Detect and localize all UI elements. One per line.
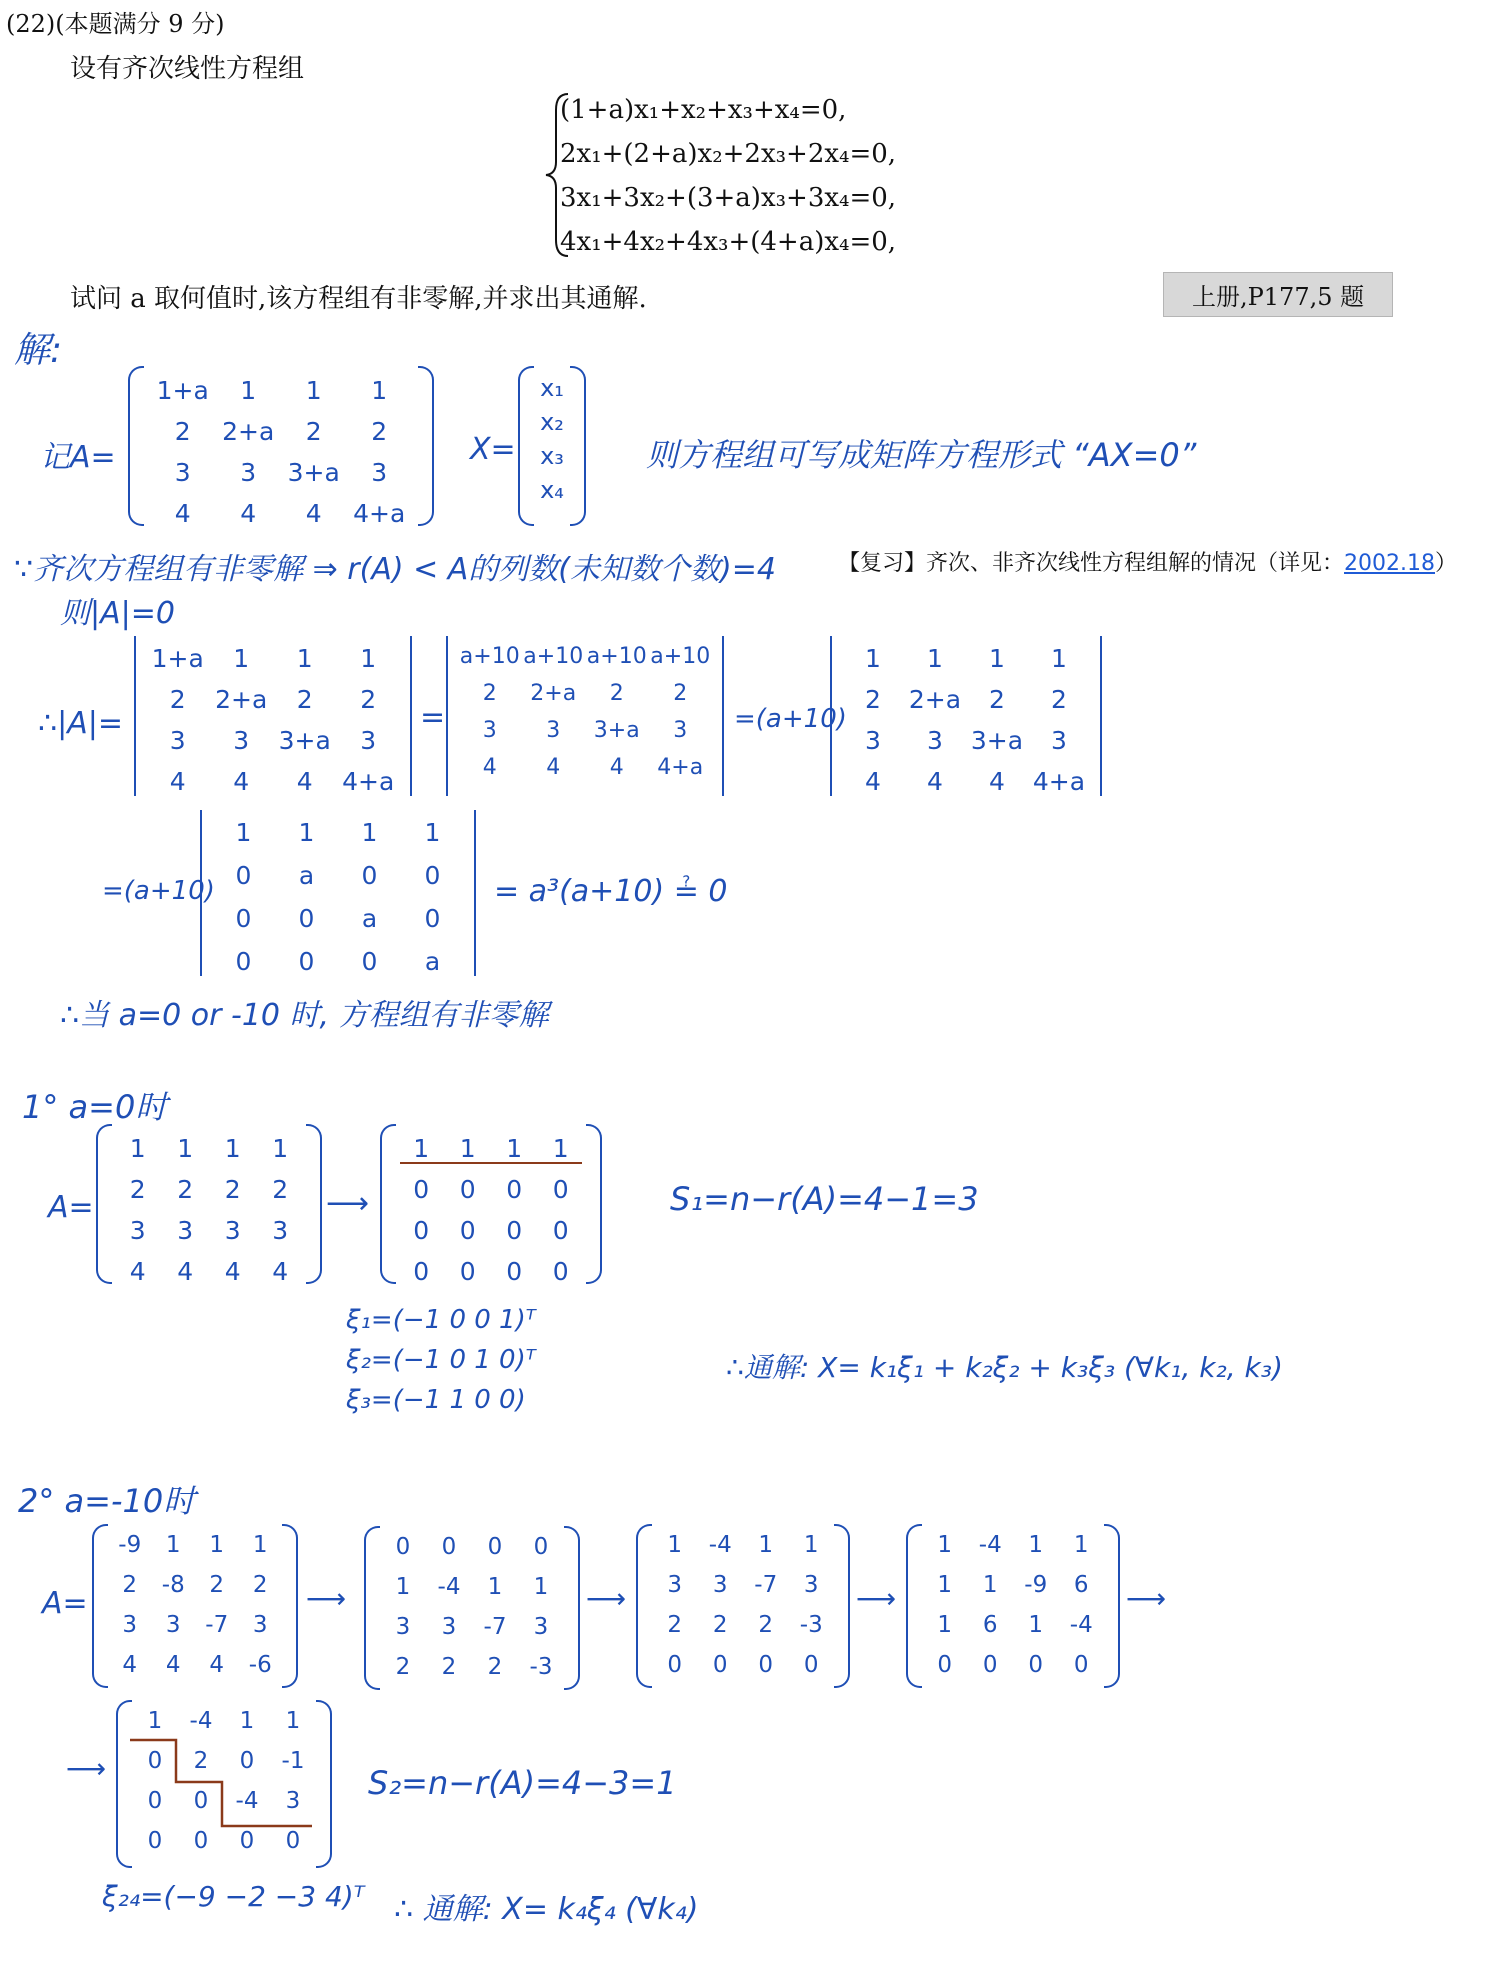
determinant-4-cell: 0 [235, 947, 252, 976]
determinant-3-cell: 1 [927, 644, 943, 673]
determinant-2-cell: 4 [482, 755, 497, 780]
case1-A-cell: 4 [177, 1257, 194, 1286]
determinant-4-cell: 0 [361, 861, 378, 890]
determinant-2-cell: 4 [546, 755, 561, 780]
case1-A-cell: 3 [129, 1216, 146, 1245]
case1-R-cell: 0 [459, 1257, 476, 1286]
case2-M3-cell: 1 [1028, 1612, 1044, 1638]
reference-badge: 上册,P177,5 题 [1163, 272, 1393, 317]
case2-M1-cell: 2 [487, 1654, 503, 1680]
determinant-3-cell: 2 [1051, 685, 1067, 714]
determinant-3-cell: 1 [1051, 644, 1067, 673]
case1-xi-3: ξ₃=(−1 1 0 0) [346, 1385, 526, 1415]
case1-echelon-line [400, 1162, 582, 1164]
determinant-2-cell: 3 [482, 718, 497, 743]
determinant-3-cell: 3 [927, 726, 943, 755]
case1-A-cell: 1 [129, 1134, 146, 1163]
case2-M3-cell: 1 [1028, 1532, 1044, 1558]
case2-M3-cell: 6 [982, 1612, 998, 1638]
case2-M2-cell: 3 [667, 1572, 683, 1598]
case2-A-cell: 3 [165, 1612, 181, 1638]
case2-M4-cell: 2 [193, 1748, 209, 1774]
solution-label: 解: [14, 330, 63, 371]
determinant-3-cell: 4 [865, 767, 881, 796]
determinant-2-cell: a+10 [586, 644, 647, 669]
case2-M3-cell: -4 [1069, 1612, 1093, 1638]
determinant-1-cell: 2+a [215, 685, 268, 714]
matrix-A-cell: 1 [371, 376, 388, 405]
case2-A-cell: 2 [209, 1572, 225, 1598]
case1-A-cell: 4 [129, 1257, 146, 1286]
case2-M4-cell: 1 [147, 1708, 163, 1734]
determinant-2-cell: 2 [609, 681, 624, 706]
case1-R-cell: 0 [413, 1175, 430, 1204]
problem-question: 试问 a 取何值时,该方程组有非零解,并求出其通解. [70, 284, 647, 314]
determinant-4-cell: a [298, 861, 315, 890]
case1-R-cell: 1 [552, 1134, 569, 1163]
determinant-2 [442, 636, 728, 796]
vector-X-label: X= [470, 432, 516, 467]
case2-M2-cell: -4 [708, 1532, 732, 1558]
case2-M3-cell: 0 [1028, 1652, 1044, 1678]
case2-M4-cell: 1 [239, 1708, 255, 1734]
case1-R-cell: 0 [552, 1257, 569, 1286]
vector-X-cell: x₁ [540, 374, 564, 402]
determinant-4-cell: a [361, 904, 378, 933]
matrix-A-cell: 1 [240, 376, 257, 405]
determinant-2-cell: a+10 [650, 644, 711, 669]
case2-M2-cell: 1 [667, 1532, 683, 1558]
case2-M4-cell: 0 [193, 1828, 209, 1854]
case2-M3-cell: 1 [937, 1612, 953, 1638]
case1-R-cell: 1 [413, 1134, 430, 1163]
determinant-2-cell: 4 [609, 755, 624, 780]
case2-M4-cell: -4 [189, 1708, 213, 1734]
case1-R-cell: 0 [413, 1216, 430, 1245]
determinant-3-cell: 2 [865, 685, 881, 714]
review-note [838, 546, 1457, 577]
problem-header: (22)(本题满分 9 分) [6, 10, 225, 38]
case1-general-solution: ∴通解: X= k₁ξ₁ + k₂ξ₂ + k₃ξ₃ (∀k₁, k₂, k₃) [726, 1351, 1283, 1384]
matrix-A-cell: 1+a [156, 376, 209, 405]
case2-matrix-step2 [636, 1524, 850, 1688]
determinant-1-cell: 2 [360, 685, 377, 714]
case2-M3-cell: 0 [982, 1652, 998, 1678]
case1-R-cell: 0 [459, 1175, 476, 1204]
case2-arrow-3: ⟶ [856, 1582, 897, 1615]
condition-line: ∵齐次方程组有非零解 ⇒ r(A) < A的列数(未知数个数)=4 [14, 552, 776, 587]
case2-M1-cell: 1 [395, 1574, 411, 1600]
matrix-A-cell: 3 [240, 458, 257, 487]
determinant-4-cell: 0 [361, 947, 378, 976]
determinant-1-cell: 4 [169, 767, 186, 796]
case2-M2-cell: 3 [803, 1572, 819, 1598]
case1-A-cell: 4 [224, 1257, 241, 1286]
determinant-3-cell: 1 [865, 644, 881, 673]
matrix-A-cell: 4 [240, 499, 257, 528]
review-suffix: ） [1435, 551, 1458, 576]
determinant-1-cell: 3+a [278, 726, 331, 755]
determinant-3-cell: 2+a [908, 685, 962, 714]
case2-A-cell: -8 [161, 1572, 185, 1598]
determinant-2-cell: 4+a [657, 755, 704, 780]
det-label: ∴|A|= [38, 706, 123, 741]
matrix-A-cell: 1 [305, 376, 322, 405]
case2-M4-cell: 1 [285, 1708, 301, 1734]
determinant-2-cell: 3 [546, 718, 561, 743]
case2-A-cell: 2 [252, 1572, 268, 1598]
determinant-3-cell: 3+a [970, 726, 1024, 755]
case2-M1-cell: -3 [529, 1654, 553, 1680]
determinant-1 [130, 636, 416, 796]
case2-M3-cell: 0 [1073, 1652, 1089, 1678]
equation-system [560, 88, 896, 264]
case2-A-cell: -6 [248, 1652, 272, 1678]
matrix-A-cell: 3 [371, 458, 388, 487]
review-link[interactable]: 2002.18 [1344, 551, 1435, 576]
case2-M4-cell: 0 [147, 1828, 163, 1854]
determinant-2-cell: a+10 [523, 644, 584, 669]
determinant-3-cell: 4 [989, 767, 1005, 796]
case1-A-cell: 1 [224, 1134, 241, 1163]
equation-3: 3x₁+3x₂+(3+a)x₃+3x₄=0, [560, 183, 897, 213]
case1-A-cell: 3 [224, 1216, 241, 1245]
case1-A-cell: 3 [272, 1216, 289, 1245]
det-result: = a³(a+10) ≟ 0 [494, 874, 728, 909]
case2-arrow-5: ⟶ [66, 1752, 107, 1785]
case2-M1-cell: 3 [441, 1614, 457, 1640]
matrix-A-cell: 2 [174, 417, 191, 446]
determinant-1-cell: 4 [233, 767, 250, 796]
case2-A-cell: 2 [122, 1572, 138, 1598]
vector-X-cell: x₄ [540, 476, 564, 504]
case2-M3-cell: -4 [978, 1532, 1002, 1558]
case2-title: 2° a=-10时 [18, 1482, 196, 1520]
matrix-A-label: 记A= [40, 440, 116, 475]
case2-M4-cell: 0 [239, 1748, 255, 1774]
case2-s: S₂=n−r(A)=4−3=1 [368, 1764, 677, 1802]
case2-M1-cell: 0 [441, 1534, 457, 1560]
case2-M2-cell: 0 [758, 1652, 774, 1678]
case1-R-cell: 0 [506, 1257, 523, 1286]
case2-A-cell: -9 [118, 1532, 142, 1558]
case2-M1-cell: 0 [395, 1534, 411, 1560]
case2-M4-cell: 0 [239, 1828, 255, 1854]
case2-M1-cell: 2 [395, 1654, 411, 1680]
case2-M1-cell: -4 [437, 1574, 461, 1600]
case2-A-cell: -7 [205, 1612, 229, 1638]
determinant-2-cell: 2 [673, 681, 688, 706]
determinant-1-cell: 4+a [342, 767, 395, 796]
case2-xi: ξ₂₄=(−9 −2 −3 4)ᵀ [102, 1880, 365, 1913]
determinant-2-cell: 3+a [593, 718, 640, 743]
case2-M1-cell: 2 [441, 1654, 457, 1680]
case2-A-cell: 3 [122, 1612, 138, 1638]
case2-M3-cell: 6 [1073, 1572, 1089, 1598]
case2-matrix-step1 [364, 1526, 580, 1690]
case1-xi-1: ξ₁=(−1 0 0 1)ᵀ [346, 1305, 536, 1335]
vector-X-cell: x₃ [540, 442, 564, 470]
matrix-form-note: 则方程组可写成矩阵方程形式 “AX=0” [646, 436, 1197, 474]
matrix-A-cell: 4+a [353, 499, 406, 528]
case1-A-cell: 2 [272, 1175, 289, 1204]
case2-M4-cell: -1 [281, 1748, 305, 1774]
matrix-A-cell: 2+a [222, 417, 275, 446]
case2-M2-cell: 0 [803, 1652, 819, 1678]
equation-1: (1+a)x₁+x₂+x₃+x₄=0, [560, 95, 847, 125]
case2-A-cell: 1 [209, 1532, 225, 1558]
case1-A-cell: 2 [177, 1175, 194, 1204]
matrix-A-cell: 3 [174, 458, 191, 487]
vector-X-cell: x₂ [540, 408, 564, 436]
case2-A-cell: 3 [252, 1612, 268, 1638]
case1-title: 1° a=0时 [22, 1088, 168, 1126]
vector-X [518, 366, 586, 526]
case2-M4-cell: 0 [147, 1748, 163, 1774]
determinant-1-cell: 1 [360, 644, 377, 673]
det-zero-note: 则|A|=0 [60, 596, 175, 631]
case2-M4-cell: -4 [235, 1788, 259, 1814]
determinant-4 [196, 810, 480, 976]
matrix-A-cell: 4 [305, 499, 322, 528]
determinant-1-cell: 3 [360, 726, 377, 755]
matrix-A-cell: 2 [371, 417, 388, 446]
factor-1: =(a+10) [734, 704, 847, 734]
determinant-1-cell: 1+a [151, 644, 204, 673]
determinant-4-cell: 1 [298, 818, 315, 847]
case2-A-cell: 1 [165, 1532, 181, 1558]
case2-M3-cell: 1 [937, 1572, 953, 1598]
case2-M2-cell: 0 [712, 1652, 728, 1678]
case2-M3-cell: 1 [982, 1572, 998, 1598]
case2-A-cell: 1 [252, 1532, 268, 1558]
case2-M1-cell: 1 [533, 1574, 549, 1600]
case2-M1-cell: -7 [483, 1614, 507, 1640]
case2-M2-cell: 1 [803, 1532, 819, 1558]
matrix-A-cell: 2 [305, 417, 322, 446]
case2-M1-cell: 0 [487, 1534, 503, 1560]
case2-matrix-A [92, 1524, 298, 1688]
case1-A-cell: 2 [224, 1175, 241, 1204]
case2-arrow-4: ⟶ [1126, 1582, 1167, 1615]
case2-M2-cell: -7 [754, 1572, 778, 1598]
determinant-4-cell: 0 [235, 861, 252, 890]
case1-s: S₁=n−r(A)=4−1=3 [670, 1180, 979, 1218]
case2-M4-cell: 0 [285, 1828, 301, 1854]
case2-general-solution: ∴ 通解: X= k₄ξ₄ (∀k₄) [394, 1892, 699, 1927]
equation-2: 2x₁+(2+a)x₂+2x₃+2x₄=0, [560, 139, 897, 169]
case2-A-cell: 4 [209, 1652, 225, 1678]
case2-M2-cell: 1 [758, 1532, 774, 1558]
matrix-A-cell: 4 [174, 499, 191, 528]
case1-A-cell: 3 [177, 1216, 194, 1245]
case1-matrix-reduced [380, 1124, 602, 1284]
case1-R-cell: 0 [552, 1216, 569, 1245]
case2-M4-cell: 0 [193, 1788, 209, 1814]
determinant-4-cell: 0 [235, 904, 252, 933]
determinant-4-cell: 1 [361, 818, 378, 847]
case1-xi-2: ξ₂=(−1 0 1 0)ᵀ [346, 1345, 536, 1375]
determinant-1-cell: 2 [296, 685, 313, 714]
determinant-3-cell: 3 [1051, 726, 1067, 755]
determinant-2-cell: a+10 [459, 644, 520, 669]
determinant-1-cell: 3 [233, 726, 250, 755]
determinant-1-cell: 4 [296, 767, 313, 796]
case2-M3-cell: 0 [937, 1652, 953, 1678]
determinant-3-cell: 3 [865, 726, 881, 755]
case1-R-cell: 0 [413, 1257, 430, 1286]
case1-A-cell: 1 [272, 1134, 289, 1163]
nonzero-conclusion: ∴当 a=0 or -10 时, 方程组有非零解 [60, 998, 549, 1033]
case2-A-label: A= [42, 1586, 88, 1621]
case2-M3-cell: 1 [937, 1532, 953, 1558]
determinant-4-cell: 0 [298, 947, 315, 976]
case1-R-cell: 0 [506, 1216, 523, 1245]
determinant-1-cell: 3 [169, 726, 186, 755]
case2-M4-cell: 3 [285, 1788, 301, 1814]
case1-A-label: A= [48, 1190, 94, 1225]
case2-M1-cell: 3 [533, 1614, 549, 1640]
determinant-1-cell: 2 [169, 685, 186, 714]
case1-A-cell: 2 [129, 1175, 146, 1204]
determinant-1-cell: 1 [233, 644, 250, 673]
case2-M2-cell: 2 [758, 1612, 774, 1638]
case1-matrix-A [96, 1124, 322, 1284]
determinant-2-cell: 2+a [530, 681, 577, 706]
case2-M1-cell: 1 [487, 1574, 503, 1600]
review-text: 【复习】齐次、非齐次线性方程组解的情况（详见： [838, 551, 1345, 576]
determinant-4-cell: 1 [235, 818, 252, 847]
case1-R-cell: 0 [552, 1175, 569, 1204]
case2-M1-cell: 0 [533, 1534, 549, 1560]
case2-staircase [116, 1700, 332, 1868]
case2-arrow-1: ⟶ [306, 1582, 347, 1615]
case1-arrow: ⟶ [326, 1186, 370, 1221]
determinant-2-cell: 2 [482, 681, 497, 706]
case2-matrix-echelon [116, 1700, 332, 1868]
determinant-3 [826, 636, 1106, 796]
case1-A-cell: 1 [177, 1134, 194, 1163]
determinant-4-cell: 1 [424, 818, 441, 847]
case1-A-cell: 4 [272, 1257, 289, 1286]
case2-M3-cell: 1 [1073, 1532, 1089, 1558]
case2-matrix-step3 [906, 1524, 1120, 1688]
determinant-3-cell: 4+a [1032, 767, 1086, 796]
matrix-A-cell: 3+a [287, 458, 340, 487]
case2-A-cell: 4 [165, 1652, 181, 1678]
determinant-4-cell: 0 [298, 904, 315, 933]
case2-M2-cell: 2 [667, 1612, 683, 1638]
case2-M4-cell: 0 [147, 1788, 163, 1814]
determinant-3-cell: 1 [989, 644, 1005, 673]
case2-A-cell: 4 [122, 1652, 138, 1678]
case1-R-cell: 1 [459, 1134, 476, 1163]
eq-sign-1: = [420, 700, 446, 735]
case2-arrow-2: ⟶ [586, 1582, 627, 1615]
determinant-4-cell: a [424, 947, 441, 976]
determinant-3-cell: 4 [927, 767, 943, 796]
matrix-A [128, 366, 434, 526]
determinant-4-cell: 0 [424, 861, 441, 890]
determinant-2-cell: 3 [673, 718, 688, 743]
case2-M2-cell: 3 [712, 1572, 728, 1598]
case1-R-cell: 0 [459, 1216, 476, 1245]
problem-intro: 设有齐次线性方程组 [70, 54, 305, 84]
case2-M2-cell: 0 [667, 1652, 683, 1678]
equation-4: 4x₁+4x₂+4x₃+(4+a)x₄=0, [560, 227, 897, 257]
case2-M1-cell: 3 [395, 1614, 411, 1640]
factor-2: =(a+10) [102, 876, 215, 906]
case1-basis [346, 1300, 536, 1420]
case1-R-cell: 1 [506, 1134, 523, 1163]
determinant-1-cell: 1 [296, 644, 313, 673]
determinant-3-cell: 2 [989, 685, 1005, 714]
case1-R-cell: 0 [506, 1175, 523, 1204]
determinant-4-cell: 0 [424, 904, 441, 933]
case2-M3-cell: -9 [1024, 1572, 1048, 1598]
case2-M2-cell: -3 [799, 1612, 823, 1638]
case2-M2-cell: 2 [712, 1612, 728, 1638]
